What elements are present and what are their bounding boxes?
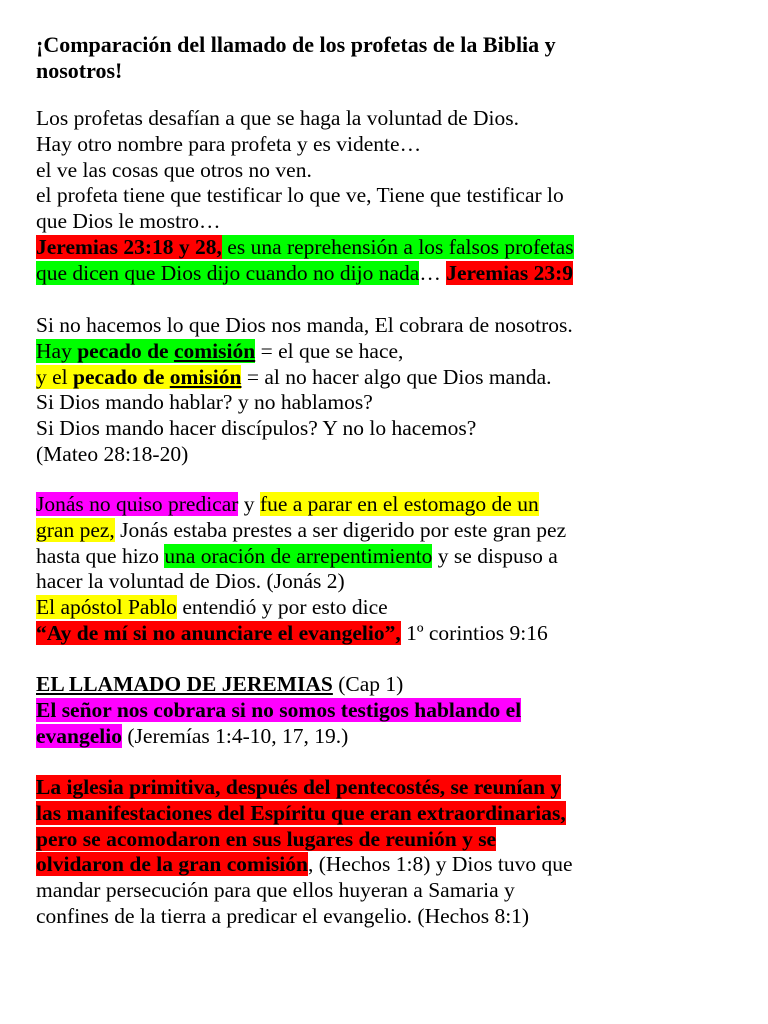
highlighted-text: evangelio <box>36 723 122 748</box>
title-line-1: ¡Comparación del llamado de los profetas de la Biblia y <box>36 32 556 57</box>
text-fragment: = el que se hace, <box>255 338 404 363</box>
text-line <box>36 801 736 827</box>
highlighted-text: El apóstol Pablo <box>36 595 177 620</box>
bold-text: pecado de <box>73 364 170 389</box>
text-line <box>36 544 736 570</box>
scripture-reference: Jeremias 23:18 y 28, <box>36 234 222 259</box>
text-line <box>36 261 736 287</box>
text-line <box>36 339 736 365</box>
text-line: Los profetas desafían a que se haga la voluntad de Dios. <box>36 106 519 130</box>
text-fragment: entendió y por esto dice <box>176 595 388 620</box>
highlighted-text: Jonás no quiso predicar <box>36 492 239 516</box>
highlighted-text: gran pez, <box>36 517 115 542</box>
paragraph-sin <box>36 313 736 468</box>
text-line: (Mateo 28:18-20) <box>36 441 189 466</box>
text-line <box>36 698 736 724</box>
section-heading: EL LLAMADO DE JEREMIAS <box>36 672 333 696</box>
text-line <box>36 595 736 621</box>
text-line <box>36 365 736 391</box>
document-title <box>36 31 736 83</box>
section-heading-line <box>36 672 736 698</box>
highlighted-text: olvidaron de la gran comisión <box>36 852 308 877</box>
bold-underlined-text: omisión <box>169 364 242 389</box>
text-fragment: = al no hacer algo que Dios manda. <box>241 364 552 389</box>
text-line <box>36 621 736 647</box>
highlighted-text: El señor nos cobrara si no somos testigos hablando el <box>36 697 522 722</box>
highlighted-text: pero se acomodaron en sus lugares de reunión y se <box>36 826 497 851</box>
ellipsis-text: … <box>419 260 447 285</box>
highlighted-text: una oración de arrepentimiento <box>164 543 433 568</box>
text-line: confines de la tierra a predicar el evangelio. (Hechos 8:1) <box>36 903 530 928</box>
paragraph-early-church <box>36 775 736 930</box>
text-line: Si no hacemos lo que Dios nos manda, El cobrara de nosotros. <box>36 313 573 337</box>
text-line <box>36 827 736 853</box>
quote-text: “Ay de mí si no anunciare el evangelio”, <box>36 620 401 645</box>
text-fragment: Hay <box>36 338 78 363</box>
paragraph-prophets <box>36 106 736 287</box>
text-fragment: y el <box>36 364 74 389</box>
highlighted-text: que dicen que Dios dijo cuando no dijo nada <box>36 260 420 285</box>
highlighted-text: La iglesia primitiva, después del pentecostés, se reunían y <box>36 775 562 799</box>
bold-underlined-text: comisión <box>173 338 256 363</box>
bold-text: pecado de <box>77 338 174 363</box>
text-fragment: y <box>238 492 260 516</box>
text-line <box>36 775 736 801</box>
section-jeremiah <box>36 672 736 749</box>
text-line: que Dios le mostro… <box>36 209 221 234</box>
text-line <box>36 852 736 878</box>
text-line: el ve las cosas que otros no ven. <box>36 157 312 182</box>
highlighted-text: las manifestaciones del Espíritu que eran extraordinarias, <box>36 800 566 825</box>
text-fragment: Jonás estaba prestes a ser digerido por este gran pez <box>114 517 567 542</box>
highlighted-text: fue a parar en el estomago de un <box>259 492 539 516</box>
scripture-reference: Jeremias 23:9 <box>446 260 573 285</box>
paragraph-jonah <box>36 492 736 647</box>
text-line: Si Dios mando hacer discípulos? Y no lo hacemos? <box>36 416 477 441</box>
text-fragment: y se dispuso a <box>432 543 558 568</box>
text-line <box>36 518 736 544</box>
text-line: Hay otro nombre para profeta y es vidente… <box>36 131 422 156</box>
text-fragment: , (Hechos 1:8) y Dios tuvo que <box>307 852 573 877</box>
scripture-reference: 1º corintios 9:16 <box>400 620 548 645</box>
text-line: mandar persecución para que ellos huyeran a Samaria y <box>36 878 515 903</box>
text-line: el profeta tiene que testificar lo que ve, Tiene que testificar lo <box>36 183 564 208</box>
text-line: hacer la voluntad de Dios. (Jonás 2) <box>36 569 345 594</box>
highlighted-text <box>36 339 255 363</box>
highlighted-text <box>36 365 241 389</box>
scripture-reference: (Jeremías 1:4-10, 17, 19.) <box>122 723 349 748</box>
highlighted-text: es una reprehensión a los falsos profetas <box>221 234 574 259</box>
text-line: Si Dios mando hablar? y no hablamos? <box>36 390 373 415</box>
text-line <box>36 235 736 261</box>
text-line <box>36 492 736 518</box>
title-line-2: nosotros! <box>36 57 123 83</box>
text-fragment: (Cap 1) <box>332 672 404 696</box>
text-fragment: hasta que hizo <box>36 543 165 568</box>
text-line <box>36 724 736 750</box>
